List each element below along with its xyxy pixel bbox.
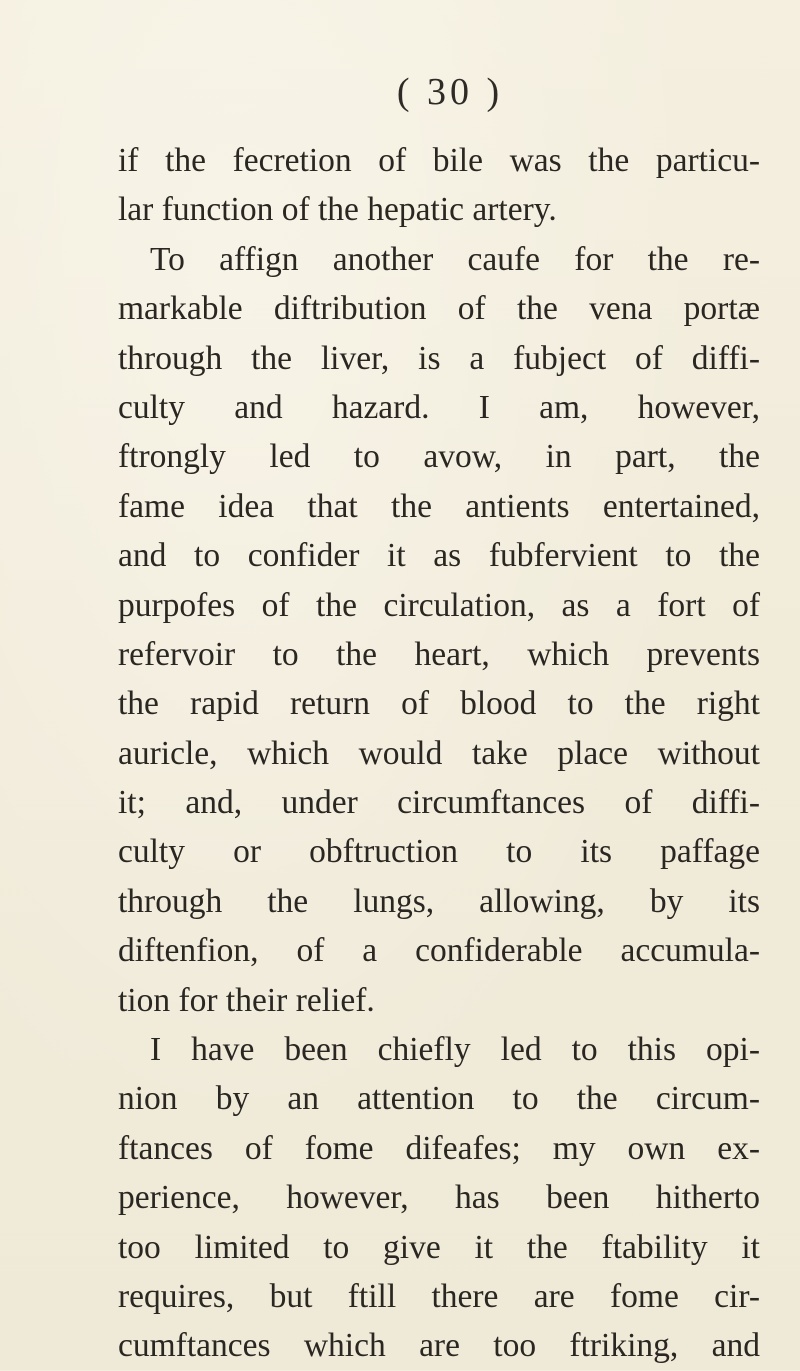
text-line: the rapid return of blood to the right [118, 685, 760, 723]
text-line: cumftances which are too ftriking, and [118, 1327, 760, 1365]
text-line: diftenfion, of a confiderable accumula- [118, 932, 760, 970]
text-line: nion by an attention to the circum- [118, 1080, 760, 1118]
text-line: if the fecretion of bile was the particu- [118, 142, 760, 179]
text-line: lar function of the hepatic artery. [118, 191, 557, 229]
text-line: culty and hazard. I am, however, [118, 388, 760, 426]
text-line: ftances of fome difeafes; my own ex- [118, 1129, 760, 1167]
text-line: and to confider it as fubfervient to the [118, 537, 760, 575]
text-line: through the lungs, allowing, by its [118, 882, 760, 920]
text-line: I have been chiefly led to this opi- [150, 1031, 760, 1069]
text-line: perience, however, has been hitherto [118, 1179, 760, 1217]
text-line: too limited to give it the ftability it [118, 1228, 760, 1266]
text-line: ftrongly led to avow, in part, the [118, 438, 760, 476]
text-line: requires, but ftill there are fome cir- [118, 1277, 760, 1315]
text-line: culty or obftruction to its paffage [118, 833, 760, 871]
text-line: fame idea that the antients entertained, [118, 487, 760, 525]
text-line: it; and, under circumftances of diffi- [118, 784, 760, 822]
text-line: purpofes of the circulation, as a fort of [118, 586, 760, 624]
text-line: refervoir to the heart, which prevents [118, 635, 760, 673]
page-number: ( 30 ) [396, 71, 504, 113]
text-line: markable diftribution of the vena portæ [118, 290, 760, 328]
text-line: tion for their relief. [118, 981, 375, 1019]
text-line: auricle, which would take place without [118, 734, 760, 772]
body-text [118, 136, 760, 1371]
text-line: To affign another caufe for the re- [150, 240, 760, 278]
text-line: through the liver, is a fubject of diffi- [118, 339, 760, 377]
